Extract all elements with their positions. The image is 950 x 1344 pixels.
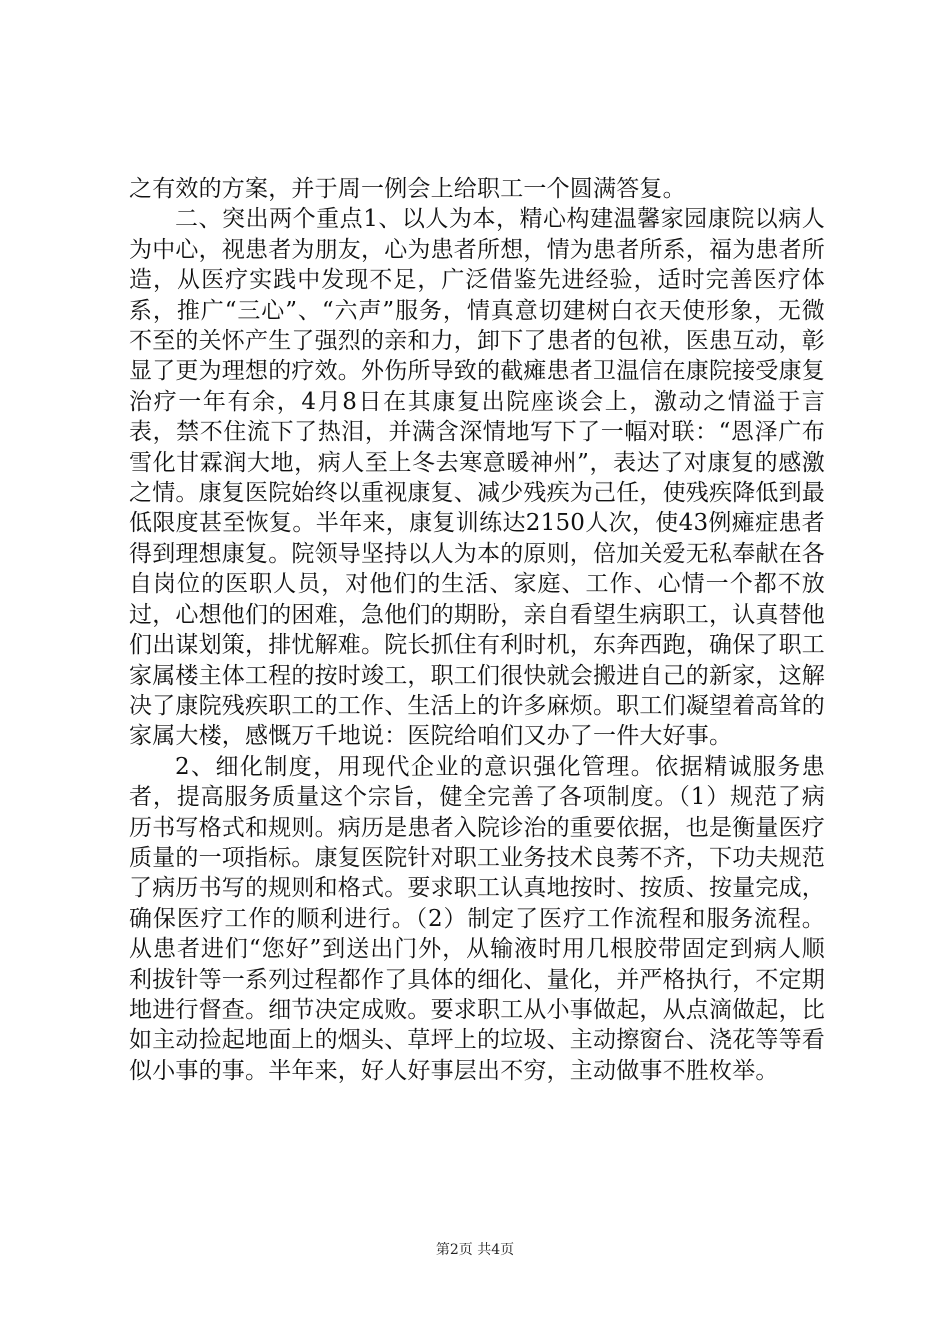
paragraph-section-two: 二、突出两个重点1、以人为本，精心构建温馨家园康院以病人为中心，视患者为朋友，心为患者所想，情为患者所系，福为患者所造，从医疗实践中发现不足，广泛借鉴先进经验，适时完善医疗体系，推广“三心”、“六声”服务，情真意切建树白衣天使形象，无微不至的关怀产生了强烈的亲和力，卸下了患者的包袱，医患互动，彰显了更为理想的疗效。外伤所导致的截瘫患者卫温信在康院接受康复治疗一年有余，4月8日在其康复出院座谈会上，激动之情溢于言表，禁不住流下了热泪，并满含深情地写下了一幅对联：“恩泽广布雪化甘霖润大地，病人至上冬去寒意暖神州”，表达了对康复的感激之情。康复医院始终以重视康复、减少残疾为己任，使残疾降低到最低限度甚至恢复。半年来，康复训练达2150人次，使43例瘫症患者得到理想康复。院领导坚持以人为本的原则，倍加关爱无私奉献在各自岗位的医职人员，对他们的生活、家庭、工作、心情一个都不放过，心想他们的困难，急他们的期盼，亲自看望生病职工，认真替他们出谋划策，排忧解难。院长抓住有利时机，东奔西跑，确保了职工家属楼主体工程的按时竣工，职工们很快就会搬进自己的新家，这解决了康院残疾职工的工作、生活上的许多麻烦。职工们凝望着高耸的家属大楼，感慨万千地说：医院给咱们又办了一件大好事。 [129,206,825,750]
paragraph-item-two: 2、细化制度，用现代企业的意识强化管理。依据精诚服务患者，提高服务质量这个宗旨，健全完善了各项制度。（1）规范了病历书写格式和规则。病历是患者入院诊治的重要依据，也是衡量医疗质量的一项指标。康复医院针对职工业务技术良莠不齐，下功夫规范了病历书写的规则和格式。要求职工认真地按时、按质、按量完成，确保医疗工作的顺利进行。（2）制定了医疗工作流程和服务流程。从患者进们“您好”到送出门外，从输液时用几根胶带固定到病人顺利拔针等一系列过程都作了具体的细化、量化，并严格执行，不定期地进行督查。细节决定成败。要求职工从小事做起，从点滴做起，比如主动捡起地面上的烟头、草坪上的垃圾、主动擦窗台、浇花等等看似小事的事。半年来，好人好事层出不穷，主动做事不胜枚举。 [129,753,825,1084]
page-footer: 第2页 共4页 [435,1242,515,1258]
document-body [129,174,825,1086]
paragraph-continuation: 之有效的方案，并于周一例会上给职工一个圆满答复。 [129,176,686,202]
